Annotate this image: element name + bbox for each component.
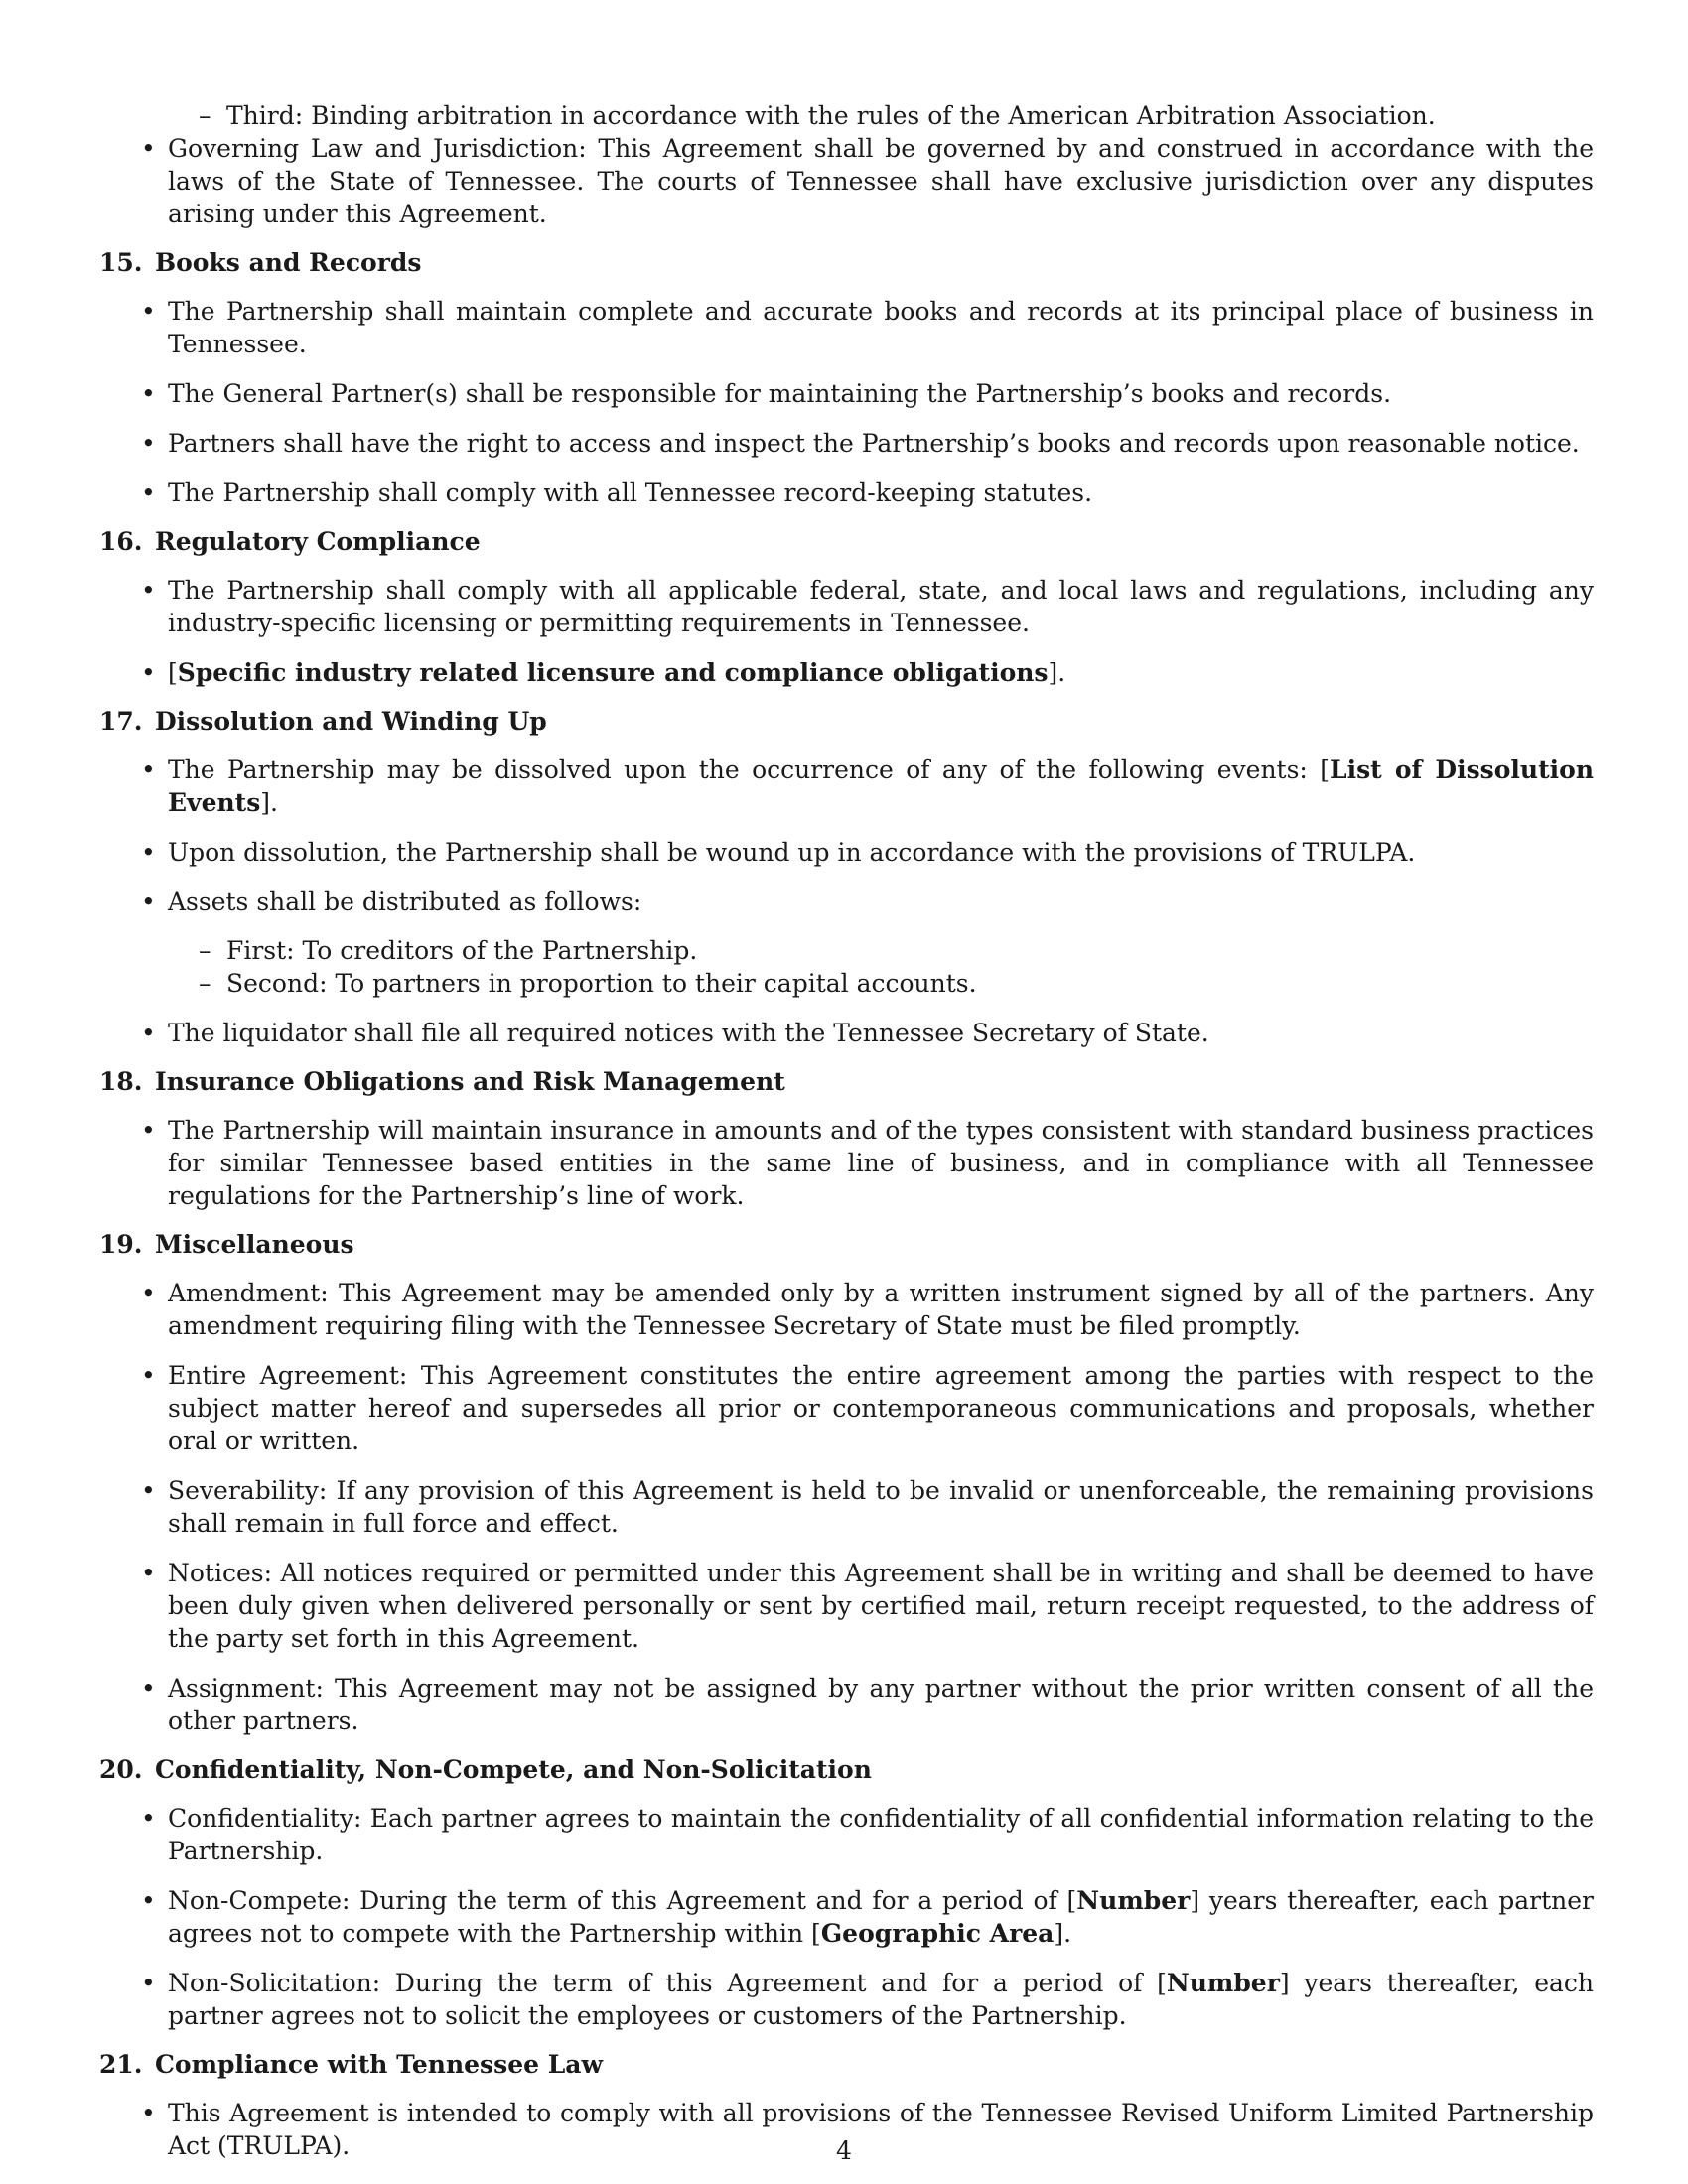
list-item: • Entire Agreement: This Agreement constitutes the entire agreement among the parties with respect to the subject matter hereof and supersedes all prior or contemporaneous communications and proposals, whether oral or written. [141,1361,1594,1455]
list-item: • The liquidator shall file all required notices with the Tennessee Secretary of State. [141,1019,1209,1047]
bullet-icon: • [141,1361,156,1390]
dash-bullet-icon: – [199,969,211,998]
section-heading-20: 20. Confidentiality, Non-Compete, and Non-Solicitation [99,1755,872,1784]
list-item: • Governing Law and Jurisdiction: This Agreement shall be governed by and construed in accordance with the laws of the State of Tennessee. The courts of Tennessee shall have exclusive jurisdiction over any disputes arising under this Agreement. [141,134,1594,228]
list-item: • Assets shall be distributed as follows: [141,887,642,916]
bullet-icon: • [141,838,156,867]
list-item: • Upon dissolution, the Partnership shall be wound up in accordance with the provisions of TRULPA. [141,838,1416,867]
bullet-icon: • [141,297,156,326]
bullet-icon: • [141,134,156,163]
list-item: • Confidentiality: Each partner agrees to maintain the confidentiality of all confidential information relating to the Partnership. [141,1804,1594,1865]
bullet-icon: • [141,576,156,605]
bullet-icon: • [141,1279,156,1307]
list-item: • Notices: All notices required or permitted under this Agreement shall be in writing and shall be deemed to have been duly given when delivered personally or sent by certified mail, return receipt requested, to the address of the party set forth in this Agreement. [141,1559,1594,1653]
sub-list [99,934,1594,1000]
bullet-icon: • [141,379,156,408]
list-item: – Third: Binding arbitration in accordance with the rules of the American Arbitration Association. [199,101,1436,130]
bullet-icon: • [141,478,156,507]
list-item: • The Partnership shall maintain complete and accurate books and records at its principal place of business in Tennessee. [141,297,1594,358]
bullet-icon: • [141,1969,156,1997]
list-item: • Partners shall have the right to access and inspect the Partnership’s books and records upon reasonable notice. [141,429,1580,458]
section-heading-16: 16. Regulatory Compliance [99,527,481,556]
list-item: • Amendment: This Agreement may be amended only by a written instrument signed by all of the partners. Any amendment requiring filing with the Tennessee Secretary of State must be filed promptly. [141,1279,1594,1340]
document-page [99,99,1594,2162]
bullet-icon: • [141,1116,156,1145]
list-item: • The Partnership shall comply with all Tennessee record-keeping statutes. [141,478,1093,507]
bullet-icon: • [141,1559,156,1587]
dash-bullet-icon: – [199,936,211,965]
section-heading-15: 15. Books and Records [99,248,422,277]
list-item: • The General Partner(s) shall be responsible for maintaining the Partnership’s books and records. [141,379,1392,408]
bullet-icon: • [141,658,156,687]
section-heading-17: 17. Dissolution and Winding Up [99,707,547,736]
list-item: – First: To creditors of the Partnership. [199,936,698,965]
list-item: • Assignment: This Agreement may not be assigned by any partner without the prior written consent of all the other partners. [141,1674,1594,1735]
bullet-icon: • [141,2099,156,2127]
bullet-icon: • [141,755,156,784]
list-item: – Second: To partners in proportion to their capital accounts. [199,969,977,998]
bullet-icon: • [141,1674,156,1703]
section-heading-19: 19. Miscellaneous [99,1230,354,1259]
bullet-icon: • [141,887,156,916]
list-item: • The Partnership will maintain insurance in amounts and of the types consistent with standard business practices for similar Tennessee based entities in the same line of business, and in compliance with all Tennessee regulations for the Partnership’s line of work. [141,1116,1594,1210]
list-item: • The Partnership shall comply with all applicable federal, state, and local laws and regulations, including any industry-specific licensing or permitting requirements in Tennessee. [141,576,1594,637]
dash-bullet-icon: – [199,101,211,130]
bullet-icon: • [141,1804,156,1833]
bullet-icon: • [141,1019,156,1047]
bullet-icon: • [141,429,156,458]
page-number: 4 [836,2136,852,2165]
list-item: • Non-Solicitation: During the term of this Agreement and for a period of [Number] years thereafter, each partner agrees not to solicit the employees or customers of the Partnership. [141,1969,1594,2030]
list-item: • Severability: If any provision of this Agreement is held to be invalid or unenforceable, the remaining provisions shall remain in full force and effect. [141,1476,1594,1538]
section-heading-18: 18. Insurance Obligations and Risk Management [99,1067,785,1096]
list-item: • This Agreement is intended to comply with all provisions of the Tennessee Revised Uniform Limited Partnership Act (TRULPA). [141,2099,1594,2160]
list-item: • Non-Compete: During the term of this Agreement and for a period of [Number] years thereafter, each partner agrees not to compete with the Partnership within [Geographic Area]. [141,1886,1594,1948]
list-item: • The Partnership may be dissolved upon the occurrence of any of the following events: [List of Dissolution Events]. [141,755,1595,817]
bullet-icon: • [141,1476,156,1505]
section-heading-21: 21. Compliance with Tennessee Law [99,2050,604,2079]
list-item: • [Specific industry related licensure and compliance obligations]. [141,658,1066,687]
bullet-icon: • [141,1886,156,1915]
